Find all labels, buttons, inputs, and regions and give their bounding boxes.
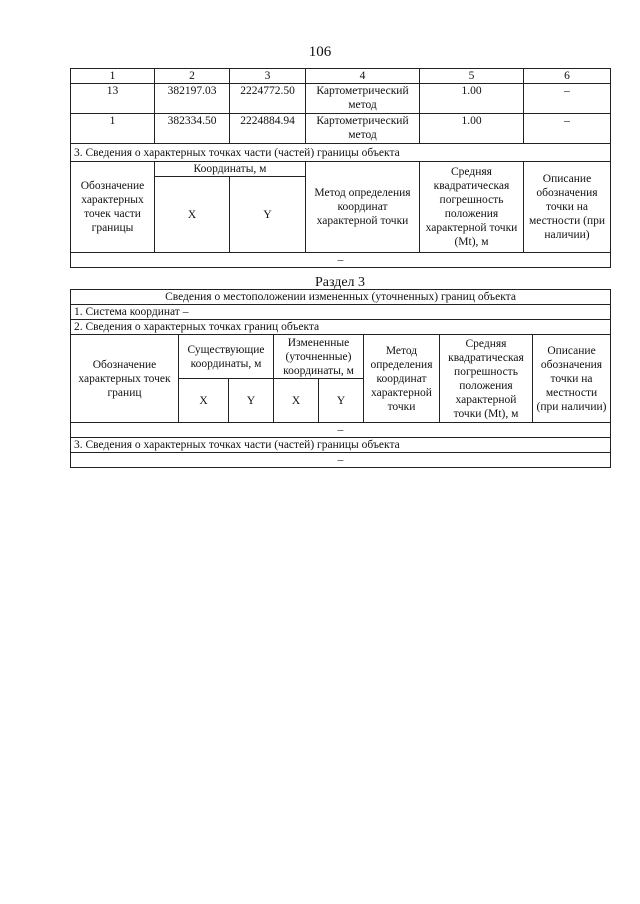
header-y-existing: Y xyxy=(229,379,274,423)
empty-row: – xyxy=(71,253,611,268)
method: Картометрический метод xyxy=(306,84,420,114)
header-description: Описание обозначения точки на местности (при наличии) xyxy=(533,335,611,423)
coord-x: 382334.50 xyxy=(155,114,230,144)
coord-x: 382197.03 xyxy=(155,84,230,114)
header-y: Y xyxy=(230,177,306,253)
header-x-existing: X xyxy=(179,379,229,423)
page-number: 106 xyxy=(308,44,332,60)
colnum-cell: 3 xyxy=(230,69,306,84)
changed-boundaries-table xyxy=(70,289,611,468)
empty-row: – xyxy=(71,423,611,438)
header-designation: Обозначение характерных точек части границы xyxy=(71,162,155,253)
error: 1.00 xyxy=(420,84,524,114)
header-method: Метод определения координат характерной точки xyxy=(364,335,440,423)
coord-y: 2224772.50 xyxy=(230,84,306,114)
header-coords: Координаты, м xyxy=(155,162,306,177)
colnum-cell: 1 xyxy=(71,69,155,84)
table-row xyxy=(71,84,611,114)
header-x-changed: X xyxy=(274,379,319,423)
header-method: Метод определения координат характерной точки xyxy=(306,162,420,253)
points-table xyxy=(70,68,611,268)
coordinate-system: 1. Система координат – xyxy=(71,305,611,320)
description: – xyxy=(524,114,611,144)
table-row xyxy=(71,114,611,144)
point-number: 13 xyxy=(71,84,155,114)
description: – xyxy=(524,84,611,114)
header-description: Описание обозначения точки на местности (при наличии) xyxy=(524,162,611,253)
colnum-cell: 2 xyxy=(155,69,230,84)
header-changed-coords: Измененные (уточненные) координаты, м xyxy=(274,335,364,379)
colnum-cell: 4 xyxy=(306,69,420,84)
column-number-row xyxy=(71,69,611,84)
table-title: Сведения о местоположении измененных (уточненных) границ объекта xyxy=(71,290,611,305)
empty-row: – xyxy=(71,453,611,468)
section-3-title: 3. Сведения о характерных точках части (частей) границы объекта xyxy=(71,438,611,453)
section-heading: Раздел 3 xyxy=(314,275,366,290)
header-error: Средняя квадратическая погрешность положения характерной точки (Mt), м xyxy=(420,162,524,253)
header-x: X xyxy=(155,177,230,253)
method: Картометрический метод xyxy=(306,114,420,144)
point-number: 1 xyxy=(71,114,155,144)
section-3-title: 3. Сведения о характерных точках части (частей) границы объекта xyxy=(71,144,611,162)
header-y-changed: Y xyxy=(319,379,364,423)
header-existing-coords: Существующие координаты, м xyxy=(179,335,274,379)
coord-y: 2224884.94 xyxy=(230,114,306,144)
header-error: Средняя квадратическая погрешность положения характерной точки (Mt), м xyxy=(440,335,533,423)
header-designation: Обозначение характерных точек границ xyxy=(71,335,179,423)
colnum-cell: 6 xyxy=(524,69,611,84)
colnum-cell: 5 xyxy=(420,69,524,84)
error: 1.00 xyxy=(420,114,524,144)
section-2-title: 2. Сведения о характерных точках границ объекта xyxy=(71,320,611,335)
